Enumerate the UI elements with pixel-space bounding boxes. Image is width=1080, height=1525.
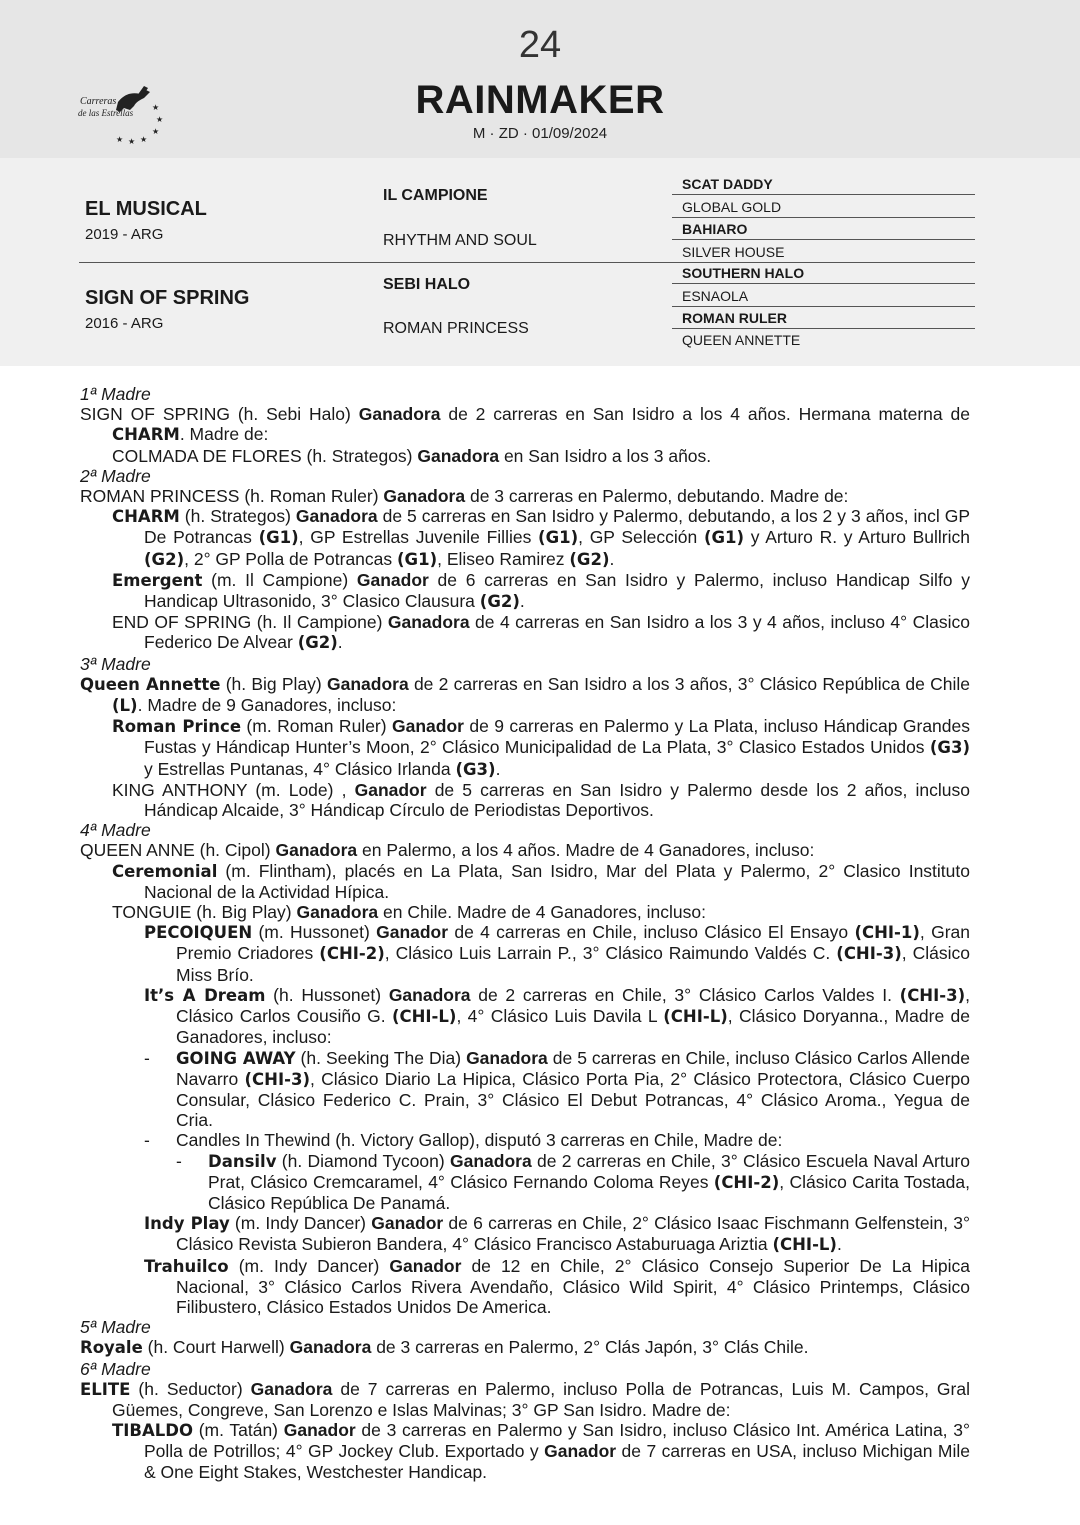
dam-year: 2016 - ARG <box>85 315 164 332</box>
family-entry: QUEEN ANNE (h. Cipol) Ganadora en Palermo, a los 4 años. Madre de 4 Ganadores, incluso: <box>80 840 815 861</box>
lot-number: 24 <box>518 24 562 66</box>
family-entry: ELITE (h. Seductor) Ganadora de 7 carreras en Palermo, incluso Polla de Potrancas, Luis M. Campos, Gral Güemes, Congreve, San Lorenzo e Islas Malvinas; 3° GP San Isidro. Madre de: <box>80 1378 970 1420</box>
family-entry: Ceremonial (m. Flintham), placés en La Plata, San Isidro, Mar del Plata y Palermo, 2° Clasico Instituto Nacional de la Actividad Hípica. <box>112 860 970 902</box>
family-entry: ROMAN PRINCESS (h. Roman Ruler) Ganadora de 3 carreras en Palermo, debutando. Madre de: <box>80 486 849 507</box>
list-dash: - <box>176 1150 182 1171</box>
dam-generation-heading: 1ª Madre <box>80 384 151 404</box>
family-entry: Royale (h. Court Harwell) Ganadora de 3 carreras en Palermo, 2° Clás Japón, 3° Clás Chile. <box>80 1337 809 1358</box>
svg-text:★: ★ <box>128 137 136 146</box>
grandparent: SEBI HALO <box>383 276 471 293</box>
sire <box>85 198 207 243</box>
dam-generation-heading: 2ª Madre <box>80 465 151 486</box>
great-grandparent: SCAT DADDY <box>682 176 773 192</box>
great-grandparent: SOUTHERN HALO <box>682 265 805 281</box>
great-grandparent: SILVER HOUSE <box>682 244 785 260</box>
great-grandparent: BAHIARO <box>682 221 748 237</box>
family-entry: TONGUIE (h. Big Play) Ganadora en Chile. Madre de 4 Ganadores, incluso: <box>112 902 706 923</box>
sire-year: 2019 - ARG <box>85 226 164 243</box>
family-entry: Trahuilco (m. Indy Dancer) Ganador de 12 en Chile, 2° Clásico Consejo Superior De La Hipica Nacional, 3° Clásico Carlos Rivera Avendaño, Clásico Wild Spirit, 4° Clásico Printemps, Clásico Filibustero, Clásico Estados Unidos De America. <box>144 1255 970 1317</box>
family-entry: COLMADA DE FLORES (h. Strategos) Ganadora en San Isidro a los 3 años. <box>112 445 712 466</box>
great-grandparent: GLOBAL GOLD <box>682 199 782 215</box>
grandparent: ROMAN PRINCESS <box>383 320 529 337</box>
family-entry: SIGN OF SPRING (h. Sebi Halo) Ganadora de 2 carreras en San Isidro a los 4 años. Hermana materna de CHARM. Madre de: <box>80 404 970 445</box>
sire-name: EL MUSICAL <box>85 198 207 220</box>
horse-meta: M · ZD · 01/09/2024 <box>472 125 608 142</box>
dam-generation-heading: 3ª Madre <box>80 653 151 674</box>
family-history <box>80 384 970 1482</box>
family-entry: Queen Annette (h. Big Play) Ganadora de 2 carreras en San Isidro a los 3 años, 3° Clásico República de Chile (L). Madre de 9 Ganadores, incluso: <box>80 673 970 716</box>
family-entry: It’s A Dream (h. Hussonet) Ganadora de 2 carreras en Chile, 3° Clásico Carlos Valdes I. (CHI-3), Clásico Carlos Cousiño G. (CHI-L), 4° Clásico Luis Davila L (CHI-L), Clásico Doryanna., Madre de Ganadores, incluso: <box>144 984 970 1048</box>
svg-text:★: ★ <box>140 135 148 144</box>
svg-text:★: ★ <box>116 135 124 144</box>
dam-generation-heading: 5ª Madre <box>80 1317 151 1338</box>
svg-text:★: ★ <box>152 103 160 112</box>
horse-name: RAINMAKER <box>415 78 665 122</box>
great-grandparent: QUEEN ANNETTE <box>682 332 801 348</box>
grandparent: IL CAMPIONE <box>383 187 488 204</box>
pedigree-divider <box>79 262 975 263</box>
family-entry: Emergent (m. Il Campione) Ganador de 6 carreras en San Isidro y Palermo, incluso Handicap Silfo y Handicap Ultrasonido, 3° Clasico Clausura (G2). <box>112 569 970 612</box>
family-entry: Indy Play (m. Indy Dancer) Ganador de 6 carreras en Chile, 2° Clásico Isaac Fischmann Gelfenstein, 3° Clásico Revista Subieron Bandera, 4° Clásico Francisco Astaburuaga Ariztia (CHI-L). <box>144 1213 970 1255</box>
svg-text:Carreras: Carreras <box>80 96 117 107</box>
svg-text:★: ★ <box>152 127 160 136</box>
dam-generation-heading: 6ª Madre <box>80 1358 151 1379</box>
family-entry: END OF SPRING (h. Il Campione) Ganadora de 4 carreras en San Isidro a los 3 y 4 años, incluso 4° Clasico Federico De Alvear (G2). <box>112 612 970 653</box>
svg-text:de las Estrellas: de las Estrellas <box>78 108 134 118</box>
catalog-header <box>0 0 1080 158</box>
family-entry: - Candles In Thewind (h. Victory Gallop), disputó 3 carreras en Chile, Madre de: <box>144 1130 783 1151</box>
family-entry: PECOIQUEN (m. Hussonet) Ganador de 4 carreras en Chile, incluso Clásico El Ensayo (CHI-1), Gran Premio Criadores (CHI-2), Clásico Luis Larrain P., 3° Clásico Raimundo Valdés C. (CHI-3), Clásico Miss Brío. <box>144 922 970 985</box>
grandparent: RHYTHM AND SOUL <box>383 232 537 249</box>
dam-generation-heading: 4ª Madre <box>80 820 151 841</box>
family-entry: TIBALDO (m. Tatán) Ganador de 3 carreras en Palermo y San Isidro, incluso Clásico Int. América Latina, 3° Polla de Potrillos; 4° GP Jockey Club. Exportado y Ganador de 7 carreras en USA, incluso Michigan Mile & One Eight Stakes, Westchester Handicap. <box>112 1420 970 1482</box>
dam-name: SIGN OF SPRING <box>85 287 250 309</box>
dam <box>85 287 249 332</box>
family-entry: - Dansilv (h. Diamond Tycoon) Ganadora de 2 carreras en Chile, 3° Clásico Escuela Naval Arturo Prat, Clásico Cremcaramel, 4° Clásico Fernando Coloma Reyes (CHI-2), Clásico Carita Tostada, Clásico República De Panamá. <box>176 1150 970 1213</box>
family-entry: KING ANTHONY (m. Lode) , Ganador de 5 carreras en San Isidro y Palermo desde los 2 años, incluso Hándicap Alcaide, 3° Hándicap Círculo de Periodistas Deportivos. <box>112 779 970 821</box>
svg-text:★: ★ <box>156 115 164 124</box>
great-grandparent: ESNAOLA <box>682 288 749 304</box>
list-dash: - <box>144 1130 150 1151</box>
list-dash: - <box>144 1047 150 1068</box>
family-entry: CHARM (h. Strategos) Ganadora de 5 carreras en San Isidro y Palermo, debutando, a los 2 y 3 años, incl GP De Potrancas (G1), GP Estrellas Juvenile Fillies (G1), GP Selección (G1) y Arturo R. y Arturo Bullrich (G2), 2° GP Polla de Potrancas (G1), Eliseo Ramirez (G2). <box>112 506 971 569</box>
great-grandparent: ROMAN RULER <box>682 310 787 326</box>
family-entry: Roman Prince (m. Roman Ruler) Ganador de 9 carreras en Palermo y La Plata, incluso Hándicap Grandes Fustas y Hándicap Hunter’s Moon, 2° Clásico Municipalidad de La Plata, 3° Clasico Estados Unidos (G3) y Estrellas Puntanas, 4° Clásico Irlanda (G3). <box>112 716 970 779</box>
family-entry: - GOING AWAY (h. Seeking The Dia) Ganadora de 5 carreras en Chile, incluso Clásico Carlos Allende Navarro (CHI-3), Clásico Diario La Hipica, Clásico Porta Pia, 2° Clásico Protectora, Clásico Cuerpo Consular, Clásico Federico C. Prain, 3° Clásico El Debut Potrancas, 4° Clásico Aroma., Yegua de Cria. <box>144 1047 971 1131</box>
